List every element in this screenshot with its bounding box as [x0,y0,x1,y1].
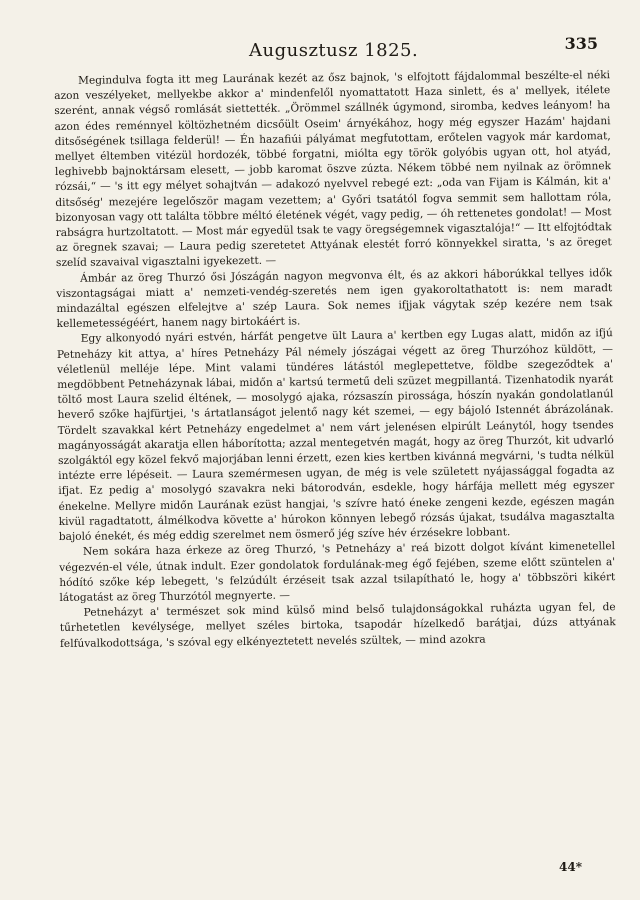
signature-mark: 44* [559,860,582,874]
paragraph: Nem sokára haza érkeze az öreg Thurzó, 's Petneházy a' reá bizott dolgot kívánt kimenetellel végezvén-el véle, útnak indult. Ezer gondolatok fordulának-meg égő fejében, szeme előtt szüntelen a' hódító szőke kép lebegett, 's felzúdúlt érzéseit tsak azzal tsilapítható le, hogy a' többszöri kikért látogatást az öreg Thurzótól megnyerte. — [59,540,616,604]
paragraph: Egy alkonyodó nyári estvén, hárfát pengetve ült Laura a' kertben egy Lugas alatt, midőn az ifjú Petneházy kit attya, a' híres Petneházy Pál némely jószágai végett az öreg Thurzóhoz küldött, — véletlenül melléje lépe. Mint valami tündéres látástól meglepettetve, földbe szegeződtek a' megdöbbent Petneházynak lábai, midőn a' kartsú termetű deli szüzet megpillantá. Tizenhatodik nyarát töltő most Laura szelid éltének, — mosolygó ajaka, rózsaszín pirossága, hószín nyakán gondolatlanúl heverő szőke hajfürtjei, 's ártatlanságot jelentő nagy két szemei, — egy bájoló Istennét ábrázolának. Tördelt szavakkal kért Petneházy engedelmet a' nem várt jelenésen elpirúlt Leánytól, hogy tsendes magányosságát akaratja ellen háborította; azzal mentegetvén magát, hogy az öreg Thurzót, kit udvarló szolgáktól egy közel fekvő majorjában lenni érzett, ezen kies kertben kivánná megvárni, 's tudta nélkül intézte erre lépéseit. — Laura szemérmesen ugyan, de még is vele született nyájassággal fogadta az ifjat. Ez pedig a' mosolygó szavakra neki bátorodván, esdekle, hogy hárfája mellett még egyszer énekelne. Mellyre midőn Laurának ezüst hangjai, 's szívre ható éneke zengeni kezde, egészen magán kivül ragadtatott, álmélkodva követte a' húrokon könnyen lebegő rózsás újakat, tsudálva magasztalta bajoló énekét, és még eddig szerelmet nem ösmerő jég szíve hév érzésekre lobbant. [56,327,615,544]
paragraph: Ámbár az öreg Thurzó ősi Jószágán nagyon megvonva élt, és az akkori háborúkkal tellyes idők viszontagságai miatt a' nemzeti-vendég-szeretés nem igen gyakoroltathatott is: nem maradt mindazáltal egészen elfelejtve a' szép Laura. Sok nemes ifjjak vágytak szép kezére nem tsak kellemetességéért, hanem nagy birtokáért is. [56,266,613,331]
paragraph: Megindulva fogta itt meg Laurának kezét az ősz bajnok, 's elfojtott fájdalommal beszélte-el néki azon veszélyeket, mellyekbe akkor a' mindenfelől nyomattatott Haza sinlett, és a' mellyek, itélete szerént, annak végső romlását siettették. „Örömmel szállnék úgymond, siromba, kedves leányom! ha azon édes reménnyel költözhetném dicsőült Oseim' árnyékához, hogy még egyszer Hazám' hajdani ditsőségének tsillaga felderül! — Én hazafiúi pályámat megfutottam, erőtelen vagyok már kardomat, mellyet éltemben vitézül hordozék, többé forgatni, miólta egy török golyóbis ugyan ott, hol atyád, leghivebb bajnoktársam elesett, — jobb karomat öszve zúzta. Nékem többé nem nyilnak az örömnek rózsái,“ — 's itt egy mélyet sohajtván — adakozó nyelvvel rebegé ezt: „oda van Fijam is Kálmán, kit a' ditsőség' mezejére legelőször magam vezettem; a' Győri tsatától fogva semmit sem hallottam róla, bizonyosan vagy ott találta többre méltó életének végét, vagy pedig, — óh rettenetes gondolat! — Most rabságra hurtzoltatott. — Most már egyedül tsak te vagy öregségemnek vigasztalója!“ — Itt elfojtódtak az öregnek szavai; — Laura pedig szeretetet Attyának elestét forró könnyekkel siratta, 's az öreget szelíd szavaival vigasztalni igyekezett. — [54,69,612,270]
paragraph: Petneházyt a' természet sok mind külső mind belső tulajdonságokkal ruházta ugyan fel, de tűrhetetlen kevélysége, mellyet széles birtoka, tsapodár hízelkedő barátjai, dúzs attyának felfúvalkodottsága, 's szóval egy elkényeztetett nevelés szültek, — mind azokra [59,601,616,650]
page-header [54,34,610,74]
body-text [54,68,616,652]
page-number: 335 [564,34,598,53]
running-title: Augusztusz 1825. [249,40,419,61]
